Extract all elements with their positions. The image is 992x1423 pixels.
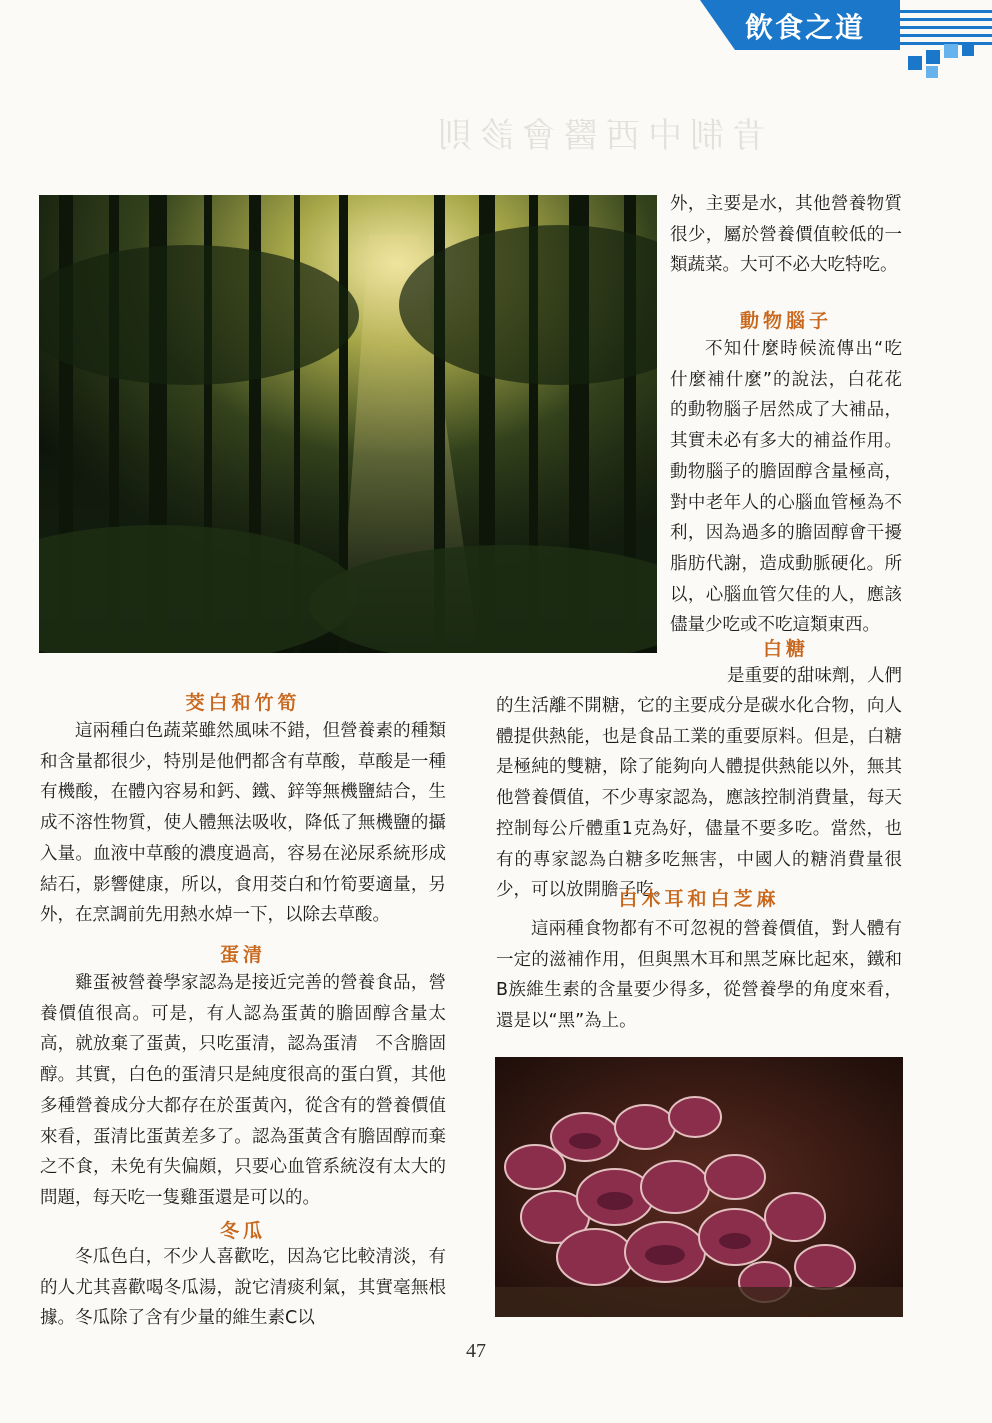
left-column-egg (40, 968, 446, 1214)
background-show-through: 肯制中西醫會診則 (430, 116, 766, 156)
heading-animal-brain: 動物腦子 (739, 310, 832, 332)
paragraph-winter-melon: 冬瓜色白，不少人喜歡吃，因為它比較清淡，有的人尤其喜歡喝冬瓜湯，說它清痰利氣，其實毫無根據。冬瓜除了含有少量的維生素C以 (40, 1247, 446, 1329)
heading-white-fungus-sesame: 白木耳和白芝麻 (618, 888, 780, 910)
paragraph-animal-brain: 不知什麼時候流傳出“吃什麼補什麼”的說法，白花花的動物腦子居然成了大補品，其實未必有多大的補益作用。動物腦子的膽固醇含量極高，對中老年人的心腦血管極為不利，因為過多的膽固醇會干擾脂肪代謝，造成動脈硬化。所以，心腦血管欠佳的人，應該儘量少吃或不吃這類東西。 (670, 339, 902, 636)
sugar-body (496, 691, 902, 906)
left-column-jiaobai (40, 716, 446, 931)
paragraph-sugar-body: 的生活離不開糖，它的主要成分是碳水化合物，向人體提供熱能，也是食品工業的重要原料。但是，白糖是極純的雙糖，除了能夠向人體提供熱能以外，無其他營養價值，不少專家認為，應該控制消費量，每天控制每公斤體重1克為好，儘量不要多吃。當然，也有的專家認為白糖多吃無害，中國人的糖消費量很少，可以放開膽子吃。 (496, 696, 902, 901)
section-title: 飲食之道 (745, 11, 866, 44)
paragraph-jiaobai-bamboo-shoot: 這兩種白色蔬菜雖然風味不錯，但營養素的種類和含量都很少，特別是他們都含有草酸，草酸是一種有機酸，在體內容易和鈣、鐵、鋅等無機鹽結合，生成不溶性物質，使人體無法吸收，降低了無機鹽的攝入量。血液中草酸的濃度過高，容易在泌尿系統形成結石，影響健康，所以，食用茭白和竹筍要適量，另外，在烹調前先用熱水焯一下，以除去草酸。 (40, 721, 446, 926)
right-column-top (670, 189, 902, 281)
paragraph-melon-continued: 外，主要是水，其他營養物質很少，屬於營養價值較低的一類蔬菜。大可不必大吃特吃。 (670, 194, 902, 276)
white-fungus-photo (495, 1057, 903, 1317)
heading-egg-white: 蛋清 (219, 944, 266, 966)
heading-winter-melon: 冬瓜 (219, 1220, 266, 1242)
left-column-melon (40, 1242, 446, 1334)
bamboo-forest-photo (39, 195, 657, 653)
right-column-brain (670, 334, 902, 641)
paragraph-egg-white: 雞蛋被營養學家認為是接近完善的營養食品，營養價值很高。可是，有人認為蛋黃的膽固醇含量太高，就放棄了蛋黃，只吃蛋清，認為蛋清 不含膽固醇。其實，白色的蛋清只是純度很高的蛋白質，其他多種營養成分大都存在於蛋黃內，從含有的營養價值來看，蛋清比蛋黃差多了。認為蛋黃含有膽固醇而棄之不食，未免有失偏頗，只要心血管系統沒有太大的問題，每天吃一隻雞蛋還是可以的。 (40, 973, 446, 1208)
heading-jiaobai-bamboo-shoot: 茭白和竹筍 (185, 692, 301, 714)
paragraph-white-fungus-sesame: 這兩種食物都有不可忽視的營養價值，對人體有一定的滋補作用，但與黑木耳和黑芝麻比起來，鐵和B族維生素的含量要少得多，從營養學的角度來看，還是以“黑”為上。 (496, 919, 902, 1032)
sugar-first-line (670, 661, 902, 692)
page-number: 47 (466, 1340, 486, 1362)
paragraph-sugar-first-line: 是重要的甜味劑，人們 (727, 666, 902, 686)
fungus-body (496, 914, 902, 1037)
heading-white-sugar: 白糖 (762, 638, 809, 660)
